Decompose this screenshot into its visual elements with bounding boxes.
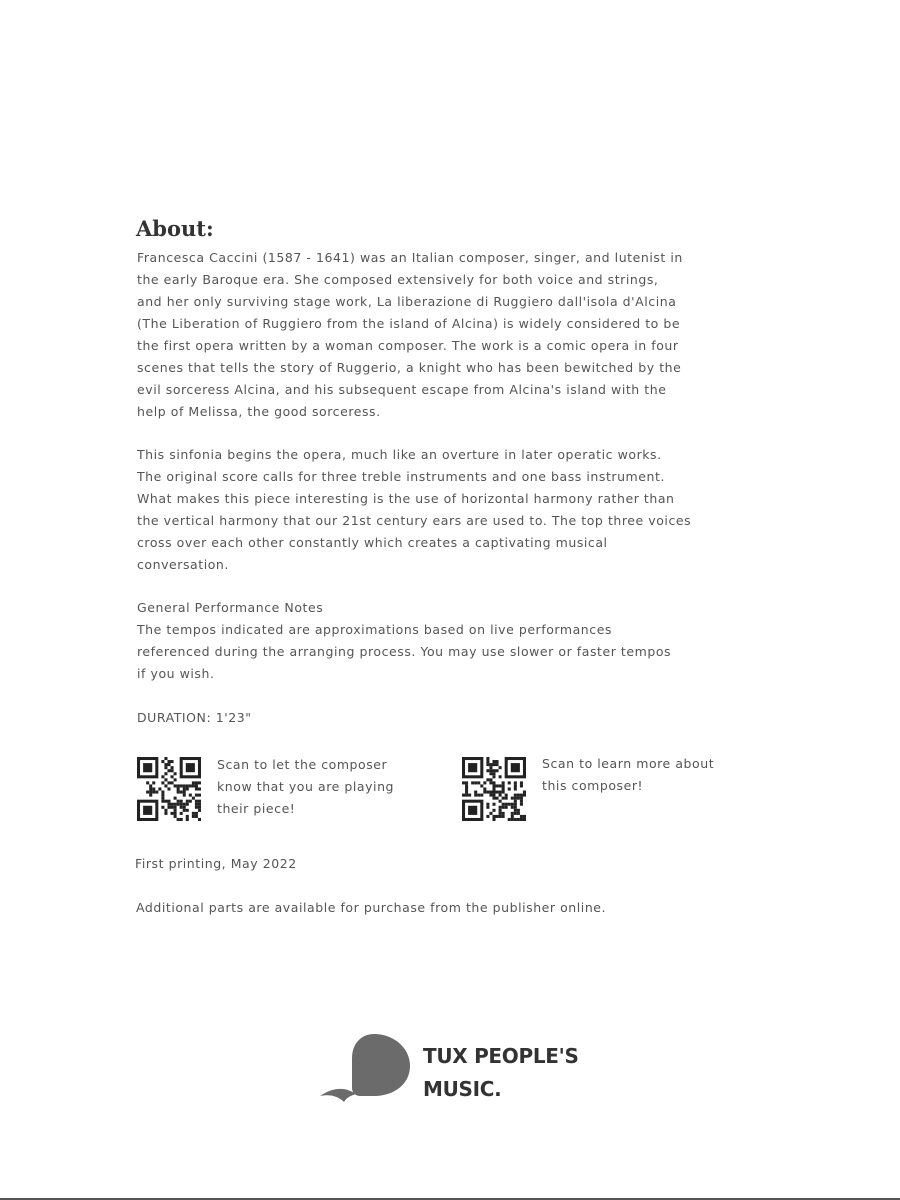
qr-caption-composer-contact: Scan to let the composer know that you are playing their piece! (217, 757, 395, 816)
performance-notes-title: General Performance Notes (137, 600, 324, 615)
about-heading: About: (136, 216, 214, 241)
publisher-logo-text (423, 1040, 579, 1106)
logo-line-2: MUSIC. (423, 1077, 502, 1101)
qr-code-icon[interactable] (137, 757, 201, 821)
printing-note: First printing, May 2022 (135, 856, 297, 871)
duration-text: DURATION: 1'23" (137, 710, 252, 725)
speech-bubble-logo-icon (316, 1030, 416, 1110)
qr-code-icon[interactable] (462, 757, 526, 821)
logo-line-1: TUX PEOPLE'S (423, 1044, 579, 1068)
performance-notes-text: The tempos indicated are approximations based on live performances referenced during the arranging process. You may use slower or faster tempos if you wish. (137, 622, 672, 681)
about-paragraph-2: This sinfonia begins the opera, much like an overture in later operatic works. The original score calls for three treble instruments and one bass instrument. What makes this piece interesting is the use of horizontal harmony rather than the vertical harmony that our 21st century ears are used to. The top three voices cross over each other constantly which creates a captivating musical conversation. (137, 447, 692, 572)
additional-parts-note: Additional parts are available for purchase from the publisher online. (136, 900, 607, 915)
performance-notes (137, 597, 777, 685)
qr-caption-composer-info: Scan to learn more about this composer! (542, 756, 715, 793)
about-paragraph-1: Francesca Caccini (1587 - 1641) was an Italian composer, singer, and lutenist in the early Baroque era. She composed extensively for both voice and strings, and her only surviving stage work, La liberazione di Ruggiero dall'isola d'Alcina (The Liberation of Ruggiero from the island of Alcina) is widely considered to be the first opera written by a woman composer. The work is a comic opera in four scenes that tells the story of Ruggerio, a knight who has been bewitched by the evil sorceress Alcina, and his subsequent escape from Alcina's island with the help of Melissa, the good sorceress. (137, 250, 683, 419)
